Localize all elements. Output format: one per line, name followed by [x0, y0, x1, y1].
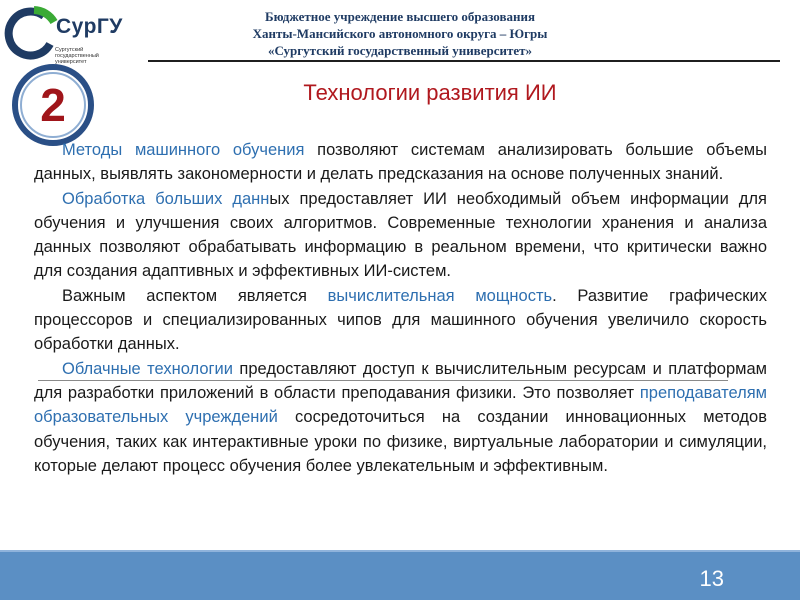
logo-subtitle: Сургутский государственный университет [55, 47, 99, 65]
paragraph-ml [34, 138, 767, 187]
header-divider [148, 60, 780, 62]
highlight-term: Облачные технологии [62, 359, 233, 378]
slide-body [34, 138, 767, 478]
highlight-term: преподавателям образовательных учреждений [34, 383, 767, 427]
paragraph-text: ых предоставляет ИИ необходимый объем информации для обучения и улучшения своих алгоритмов. Современные технологии хранения и анализа данных позволяют обрабатывать информацию в реальном времени, что критически важно для создания адаптивных и эффективных ИИ-систем. [34, 189, 767, 281]
footer-edge [0, 550, 800, 552]
institution-header [190, 8, 610, 59]
paragraph-text: предоставляют доступ к вычислительным ресурсам и платформам для разработки приложений в области преподавания физики. Это позволяет [34, 359, 767, 402]
institution-line-3: «Сургутский государственный университет» [267, 43, 533, 58]
paragraph-big-data [34, 187, 767, 284]
institution-line-1: Бюджетное учреждение высшего образования [265, 9, 535, 24]
paragraph-text: позволяют системам анализировать большие объемы данных, выявлять закономерности и делать предсказания на основе полученных знаний. [34, 141, 767, 184]
highlight-term: Методы машинного обучения [62, 141, 305, 159]
institution-line-2: Ханты-Мансийского автономного округа – Югры [252, 26, 548, 41]
page-number: 13 [699, 566, 724, 591]
paragraph-text: сосредоточиться на создании инновационных методов обучения, таких как интерактивные уроки по физике, виртуальные лаборатории и симуляции, которые делают процесс обучения более увлекательным и эффективным. [34, 408, 767, 475]
paragraph-cloud [34, 357, 767, 478]
logo-name: СурГУ [56, 15, 123, 38]
paragraph-text: Важным аспектом является [62, 286, 328, 305]
highlight-term: Обработка больших данн [62, 189, 270, 208]
paragraph-text: . Развитие графических процессоров и специализированных чипов для машинного обучения увеличило скорость обработки данных. [34, 286, 767, 354]
footer-band [0, 550, 800, 600]
slide-title: Технологии развития ИИ [303, 80, 557, 105]
highlight-term: вычислительная мощность [327, 286, 553, 305]
paragraph-compute [34, 284, 767, 357]
text-divider [38, 380, 728, 381]
section-number: 2 [40, 79, 66, 131]
